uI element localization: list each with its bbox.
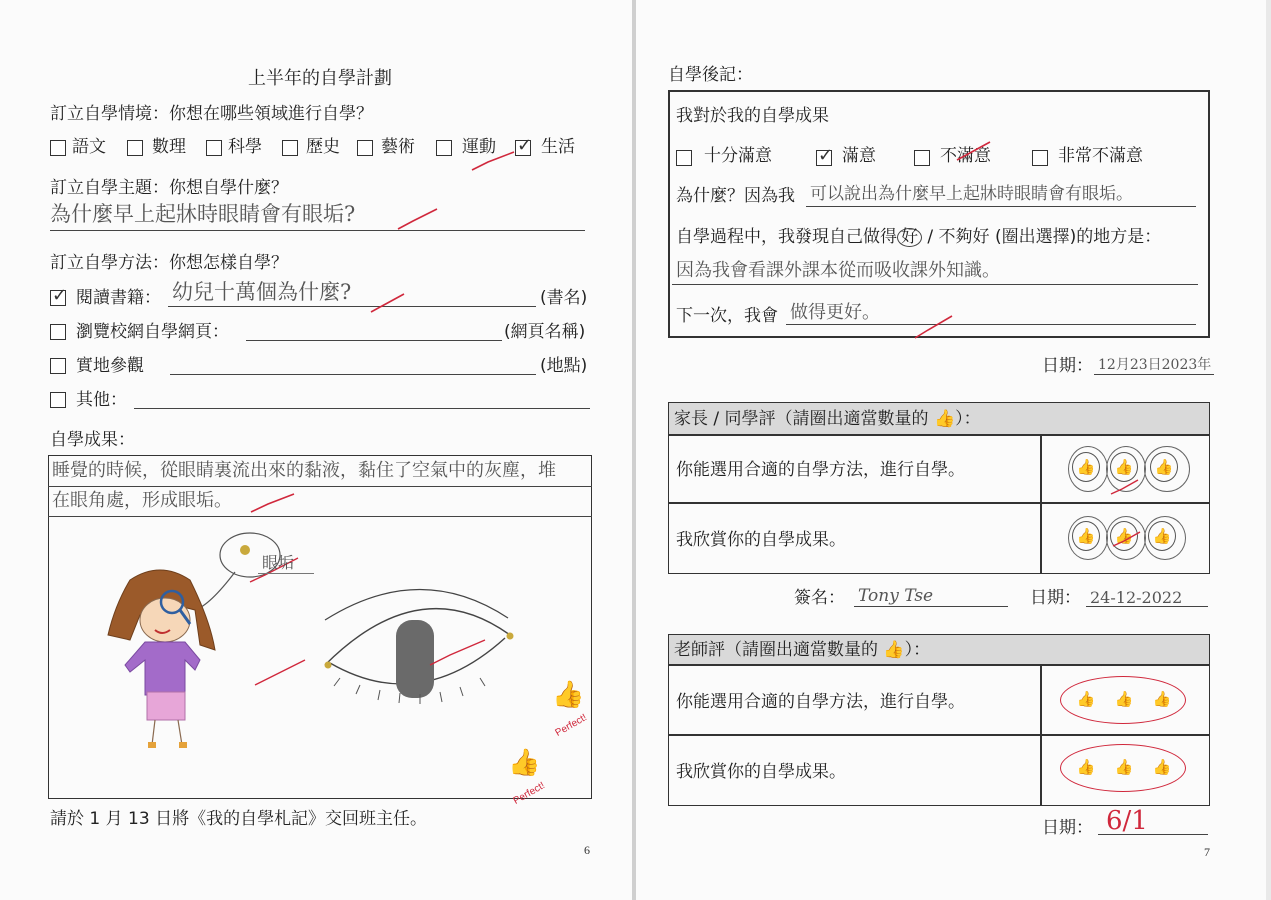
date2-line [1086, 606, 1208, 607]
reflection-frame [668, 90, 1210, 338]
topic-answer: 為什麼早上起牀時眼睛會有眼垢? [50, 202, 356, 226]
red-tick-mark [912, 312, 956, 342]
satisfaction-label-very-unsatisfied: 非常不滿意 [1058, 146, 1143, 166]
web-suffix: (網頁名稱) [504, 322, 586, 342]
red-tick-mark [1110, 528, 1144, 550]
satisfaction-checkbox-very-unsatisfied[interactable] [1032, 150, 1048, 166]
satisfaction-checkbox-unsatisfied[interactable] [914, 150, 930, 166]
method-web-label: 瀏覽校網自學網頁： [76, 322, 229, 342]
red-tick-mark [395, 205, 440, 233]
process-line: 自學過程中，我發現自己做得 好 / 不夠好 (圈出選擇)的地方是： [676, 227, 1162, 247]
area-checkbox-language[interactable] [50, 140, 66, 156]
thumbs-up-icon[interactable]: 👍 [1114, 758, 1134, 776]
teacher-eval-title: 老師評（請圈出適當數量的 👍）： [674, 640, 931, 660]
satisfaction-label-unsatisfied: 不滿意 [940, 146, 991, 166]
method-checkbox-visit[interactable] [50, 358, 66, 374]
method-other-label: 其他： [76, 390, 127, 410]
area-label-life: 生活 [541, 137, 575, 157]
result-rule-1 [48, 486, 592, 487]
teacher-eval-text-2: 我欣賞你的自學成果。 [676, 762, 846, 782]
red-tick-mark [954, 138, 994, 164]
web-line [246, 340, 502, 341]
signature: Tony Tse [858, 586, 934, 606]
thumbs-up-icon[interactable]: 👍 [1072, 452, 1100, 482]
result-line-2: 在眼角處，形成眼垢。 [52, 490, 232, 511]
process-line-rule [672, 284, 1198, 285]
process-answer: 因為我會看課外課本從而吸收課外知識。 [676, 260, 1000, 281]
other-line [134, 408, 590, 409]
result-label: 自學成果： [50, 430, 135, 450]
why-line [806, 206, 1196, 207]
thumbs-up-icon[interactable]: 👍 [1076, 690, 1096, 708]
area-checkbox-science[interactable] [206, 140, 222, 156]
area-label-sports: 運動 [462, 137, 496, 157]
reflection-heading: 自學後記： [668, 65, 753, 85]
method-question: 訂立自學方法：你想怎樣自學？ [50, 253, 288, 273]
red-tick-mark [248, 490, 298, 516]
thumbs-up-icon[interactable]: 👍 [1110, 521, 1138, 551]
red-tick-mark [468, 148, 518, 176]
teacher-eval-text-1: 你能選用合適的自學方法，進行自學。 [676, 692, 965, 712]
parent-eval-text-2: 我欣賞你的自學成果。 [676, 530, 846, 550]
date3-label: 日期： [1042, 818, 1093, 838]
method-visit-label: 實地參觀 [76, 356, 144, 376]
right-page [636, 0, 1266, 900]
left-page [0, 0, 632, 900]
perfect-stamp: 👍 Perfect! [508, 748, 547, 807]
drawing-label-line [258, 573, 314, 574]
date3-answer: 6/1 [1106, 806, 1148, 836]
thumbs-up-icon[interactable]: 👍 [1114, 690, 1134, 708]
area-question: 訂立自學情境：你想在哪些領域進行自學？ [50, 104, 373, 124]
reading-line [168, 306, 536, 307]
result-line-1: 睡覺的時候，從眼睛裏流出來的黏液，黏住了空氣中的灰塵，堆 [52, 460, 556, 481]
reading-suffix: (書名) [540, 288, 588, 308]
satisfaction-question: 我對於我的自學成果 [676, 106, 829, 126]
red-tick-mark [368, 290, 408, 316]
red-tick-mark [1108, 476, 1142, 498]
method-checkbox-web[interactable] [50, 324, 66, 340]
satisfaction-checkbox-very[interactable] [676, 150, 692, 166]
area-label-science: 科學 [228, 137, 262, 157]
area-label-arts: 藝術 [381, 137, 415, 157]
process-circled-choice: 好 [897, 228, 922, 247]
satisfaction-checkbox-satisfied[interactable] [816, 150, 832, 166]
result-rule-2 [48, 516, 592, 517]
next-line [786, 324, 1196, 325]
area-checkbox-math[interactable] [127, 140, 143, 156]
area-label-history: 歷史 [306, 137, 340, 157]
method-checkbox-reading[interactable] [50, 290, 66, 306]
next-label: 下一次，我會 [676, 306, 778, 326]
visit-line [170, 374, 536, 375]
why-answer: 可以說出為什麼早上起牀時眼睛會有眼垢。 [810, 184, 1133, 204]
date2-answer: 24-12-2022 [1090, 588, 1183, 607]
date2-label: 日期： [1030, 588, 1081, 608]
thumbs-up-icon[interactable]: 👍 [1076, 758, 1096, 776]
thumbs-up-icon[interactable]: 👍 [1072, 521, 1100, 551]
footer-instruction: 請於 1 月 13 日將《我的自學札記》交回班主任。 [50, 809, 428, 829]
topic-answer-line [50, 230, 585, 231]
visit-suffix: (地點) [540, 356, 588, 376]
area-label-math: 數理 [152, 137, 186, 157]
date-answer: 12月23日2023年 [1098, 357, 1212, 373]
page-number: 7 [1204, 845, 1210, 859]
sign-label: 簽名： [794, 588, 845, 608]
thumbs-up-icon[interactable]: 👍 [1148, 521, 1176, 551]
parent-eval-title: 家長 / 同學評（請圈出適當數量的 👍）： [674, 409, 981, 429]
perfect-stamp: 👍 Perfect! [552, 680, 589, 739]
satisfaction-label-satisfied: 滿意 [842, 146, 876, 166]
topic-question: 訂立自學主題：你想自學什麼？ [50, 178, 288, 198]
drawing-label: 眼垢 [262, 553, 295, 572]
reading-answer: 幼兒十萬個為什麼? [172, 280, 352, 304]
page-number: 6 [584, 843, 590, 857]
thumbs-up-icon[interactable]: 👍 [1110, 452, 1138, 482]
next-answer: 做得更好。 [790, 302, 880, 323]
sign-line [854, 606, 1008, 607]
why-label: 為什麼？因為我 [676, 186, 795, 206]
area-label-language: 語文 [72, 137, 106, 157]
method-checkbox-other[interactable] [50, 392, 66, 408]
area-checkbox-sports[interactable] [436, 140, 452, 156]
satisfaction-label-very: 十分滿意 [704, 146, 772, 166]
area-checkbox-history[interactable] [282, 140, 298, 156]
thumbs-up-icon[interactable]: 👍 [1150, 452, 1178, 482]
date-label: 日期： [1042, 356, 1093, 376]
area-checkbox-arts[interactable] [357, 140, 373, 156]
page-title: 上半年的自學計劃 [248, 68, 392, 89]
thumbs-up-icon[interactable]: 👍 [1152, 758, 1172, 776]
parent-eval-text-1: 你能選用合適的自學方法，進行自學。 [676, 460, 965, 480]
thumbs-up-icon[interactable]: 👍 [1152, 690, 1172, 708]
method-reading-label: 閱讀書籍： [76, 288, 161, 308]
date3-line [1098, 834, 1208, 835]
date-line [1094, 374, 1214, 375]
